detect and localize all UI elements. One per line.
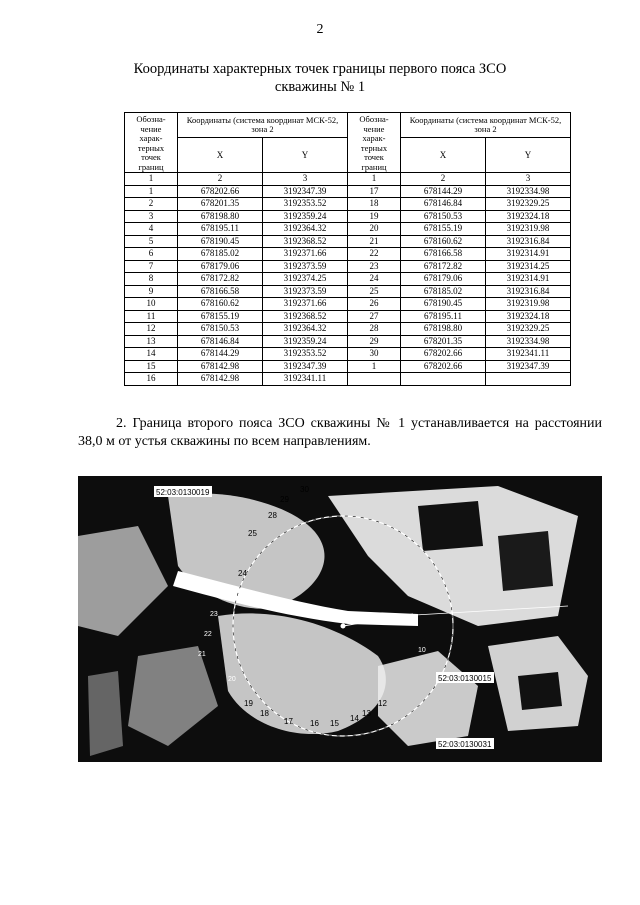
- table-cell: 678198.80: [178, 210, 263, 223]
- point-label: 25: [248, 529, 257, 538]
- point-label: 28: [268, 511, 277, 520]
- table-cell: 678179.06: [178, 260, 263, 273]
- header-point-designation: [125, 113, 178, 173]
- table-cell: 13: [125, 335, 178, 348]
- table-cell: 678179.06: [401, 273, 486, 286]
- header-designation-line: терных: [137, 142, 165, 153]
- table-cell: 30: [348, 348, 401, 361]
- title-line-2: скважины № 1: [274, 79, 366, 95]
- header-x: X: [401, 138, 486, 173]
- cadastral-label: 52:03:0130031: [438, 740, 492, 749]
- cadastral-map: [78, 476, 602, 762]
- table-cell: [486, 373, 571, 386]
- point-label: 17: [284, 717, 293, 726]
- table-cell: [401, 373, 486, 386]
- table-cell: 23: [348, 260, 401, 273]
- table-cell: 678142.98: [178, 360, 263, 373]
- table-cell: 678198.80: [401, 323, 486, 336]
- table-cell: 678155.19: [178, 310, 263, 323]
- table-cell: 678195.11: [178, 223, 263, 236]
- table-cell: 19: [348, 210, 401, 223]
- table-cell: 29: [348, 335, 401, 348]
- index-cell: 1: [125, 173, 178, 186]
- table-row: [125, 335, 571, 348]
- title-line-1: Координаты характерных точек границы первого пояса ЗСО: [133, 61, 507, 77]
- point-label: 18: [260, 709, 269, 718]
- map-image: [78, 476, 602, 762]
- table-cell: 20: [348, 223, 401, 236]
- table-cell: 678160.62: [178, 298, 263, 311]
- well-marker: [341, 624, 346, 629]
- table-cell: 678185.02: [401, 285, 486, 298]
- table-cell: 28: [348, 323, 401, 336]
- table-cell: 3192364.32: [263, 223, 348, 236]
- header-designation-line: харак-: [362, 133, 386, 143]
- table-cell: 3192314.91: [486, 248, 571, 261]
- coordinates-table: [124, 112, 571, 386]
- table-row: [125, 285, 571, 298]
- table-cell: 26: [348, 298, 401, 311]
- header-designation-line: чение: [140, 123, 162, 134]
- table-body: [125, 173, 571, 386]
- point-label: 19: [244, 699, 253, 708]
- document-title: [60, 60, 580, 96]
- table-cell: 3192341.11: [486, 348, 571, 361]
- table-cell: 678190.45: [178, 235, 263, 248]
- table-cell: 1: [348, 360, 401, 373]
- header-x: X: [178, 138, 263, 173]
- index-cell: 3: [486, 173, 571, 186]
- table-cell: 3192368.52: [263, 310, 348, 323]
- table-row: [125, 185, 571, 198]
- index-cell: 2: [401, 173, 486, 186]
- table-cell: 678172.82: [401, 260, 486, 273]
- table-cell: 678190.45: [401, 298, 486, 311]
- table-cell: 17: [348, 185, 401, 198]
- table-cell: 24: [348, 273, 401, 286]
- table-cell: 4: [125, 223, 178, 236]
- header-coordinates: Координаты (система координат МСК-52, зона 2: [401, 113, 571, 138]
- point-label: 10: [418, 647, 426, 654]
- header-designation-line: Обозна-: [136, 114, 166, 124]
- table-cell: 14: [125, 348, 178, 361]
- table-row: [125, 198, 571, 211]
- table-cell: 678166.58: [401, 248, 486, 261]
- table-cell: 3192324.18: [486, 210, 571, 223]
- table-cell: [348, 373, 401, 386]
- header-coordinates: Координаты (система координат МСК-52, зона 2: [178, 113, 348, 138]
- table-cell: 3192368.52: [263, 235, 348, 248]
- table-cell: 678144.29: [401, 185, 486, 198]
- table-cell: 678142.98: [178, 373, 263, 386]
- header-designation-line: границ: [138, 161, 164, 172]
- table-cell: 2: [125, 198, 178, 211]
- table-cell: 15: [125, 360, 178, 373]
- table-cell: 678144.29: [178, 348, 263, 361]
- table-cell: 25: [348, 285, 401, 298]
- table-row: [125, 248, 571, 261]
- table-cell: 3192359.24: [263, 210, 348, 223]
- table-cell: 3192316.84: [486, 235, 571, 248]
- table-cell: 3192373.59: [263, 285, 348, 298]
- table-cell: 3192319.98: [486, 223, 571, 236]
- table-cell: 678150.53: [401, 210, 486, 223]
- point-label: 13: [362, 709, 371, 718]
- table-row: [125, 373, 571, 386]
- table-row: [125, 348, 571, 361]
- header-point-designation: [348, 113, 401, 173]
- point-label: 30: [300, 485, 309, 494]
- table-row: [125, 235, 571, 248]
- table-cell: 3192341.11: [263, 373, 348, 386]
- table-cell: 3192353.52: [263, 348, 348, 361]
- table-cell: 678201.35: [178, 198, 263, 211]
- header-y: Y: [263, 138, 348, 173]
- table-cell: 10: [125, 298, 178, 311]
- table-cell: 3192314.25: [486, 260, 571, 273]
- point-label: 15: [330, 719, 339, 728]
- table-cell: 3192314.91: [486, 273, 571, 286]
- table-cell: 3192324.18: [486, 310, 571, 323]
- table-cell: 3192319.98: [486, 298, 571, 311]
- table-cell: 21: [348, 235, 401, 248]
- header-y: Y: [486, 138, 571, 173]
- table-cell: 7: [125, 260, 178, 273]
- table-row: [125, 298, 571, 311]
- table-cell: 678202.66: [178, 185, 263, 198]
- table-cell: 16: [125, 373, 178, 386]
- point-label: 12: [378, 699, 387, 708]
- table-cell: 9: [125, 285, 178, 298]
- table-cell: 3192359.24: [263, 335, 348, 348]
- table-cell: 678201.35: [401, 335, 486, 348]
- table-cell: 678146.84: [178, 335, 263, 348]
- table-cell: 3192347.39: [486, 360, 571, 373]
- table-cell: 3192316.84: [486, 285, 571, 298]
- index-cell: 1: [348, 173, 401, 186]
- table-cell: 678150.53: [178, 323, 263, 336]
- table-cell: 678202.66: [401, 348, 486, 361]
- point-label: 16: [310, 719, 319, 728]
- cadastral-label: 52:03:0130019: [156, 488, 210, 497]
- point-label: 14: [350, 714, 359, 723]
- table-row: [125, 260, 571, 273]
- table-cell: 3192334.98: [486, 335, 571, 348]
- table-cell: 3192329.25: [486, 198, 571, 211]
- table-row: [125, 360, 571, 373]
- header-designation-line: терных: [360, 142, 388, 153]
- table-cell: 3192347.39: [263, 360, 348, 373]
- header-designation-line: Обозна-: [359, 114, 389, 124]
- table-cell: 6: [125, 248, 178, 261]
- table-cell: 1: [125, 185, 178, 198]
- table-cell: 678195.11: [401, 310, 486, 323]
- table-cell: 678160.62: [401, 235, 486, 248]
- page-number: 2: [316, 22, 324, 37]
- table-row: [125, 210, 571, 223]
- table-cell: 22: [348, 248, 401, 261]
- table-cell: 3192347.39: [263, 185, 348, 198]
- index-row: [125, 173, 571, 186]
- table-cell: 3192373.59: [263, 260, 348, 273]
- table-row: [125, 223, 571, 236]
- header-designation-line: точек: [141, 152, 161, 162]
- table-cell: 3: [125, 210, 178, 223]
- table-row: [125, 323, 571, 336]
- table-cell: 678155.19: [401, 223, 486, 236]
- table-cell: 11: [125, 310, 178, 323]
- header-designation-line: чение: [363, 123, 385, 134]
- table-cell: 678166.58: [178, 285, 263, 298]
- paragraph-second-zone: 2. Граница второго пояса ЗСО скважины № 1 устанавливается на расстоянии 38,0 м от устья скважины по всем направлениям.: [78, 416, 602, 449]
- header-designation-line: харак-: [139, 133, 163, 143]
- table-cell: 678202.66: [401, 360, 486, 373]
- point-label: 22: [204, 631, 212, 638]
- table-cell: 3192334.98: [486, 185, 571, 198]
- table-cell: 3192364.32: [263, 323, 348, 336]
- header-designation-line: границ: [361, 161, 387, 172]
- table-cell: 8: [125, 273, 178, 286]
- point-label: 29: [280, 495, 289, 504]
- table-cell: 3192329.25: [486, 323, 571, 336]
- table-cell: 3192371.66: [263, 298, 348, 311]
- table-cell: 678185.02: [178, 248, 263, 261]
- point-label: 23: [210, 611, 218, 618]
- index-cell: 2: [178, 173, 263, 186]
- point-label: 24: [238, 569, 247, 578]
- table-cell: 12: [125, 323, 178, 336]
- header-designation-line: точек: [364, 152, 384, 162]
- point-label: 20: [228, 676, 236, 683]
- table-row: [125, 273, 571, 286]
- point-label: 21: [198, 651, 206, 658]
- table-cell: 5: [125, 235, 178, 248]
- table-cell: 18: [348, 198, 401, 211]
- table-cell: 678172.82: [178, 273, 263, 286]
- table-cell: 3192374.25: [263, 273, 348, 286]
- cadastral-label: 52:03:0130015: [438, 674, 492, 683]
- table-row: [125, 310, 571, 323]
- table-cell: 27: [348, 310, 401, 323]
- table-cell: 3192371.66: [263, 248, 348, 261]
- table-cell: 678146.84: [401, 198, 486, 211]
- table-cell: 3192353.52: [263, 198, 348, 211]
- index-cell: 3: [263, 173, 348, 186]
